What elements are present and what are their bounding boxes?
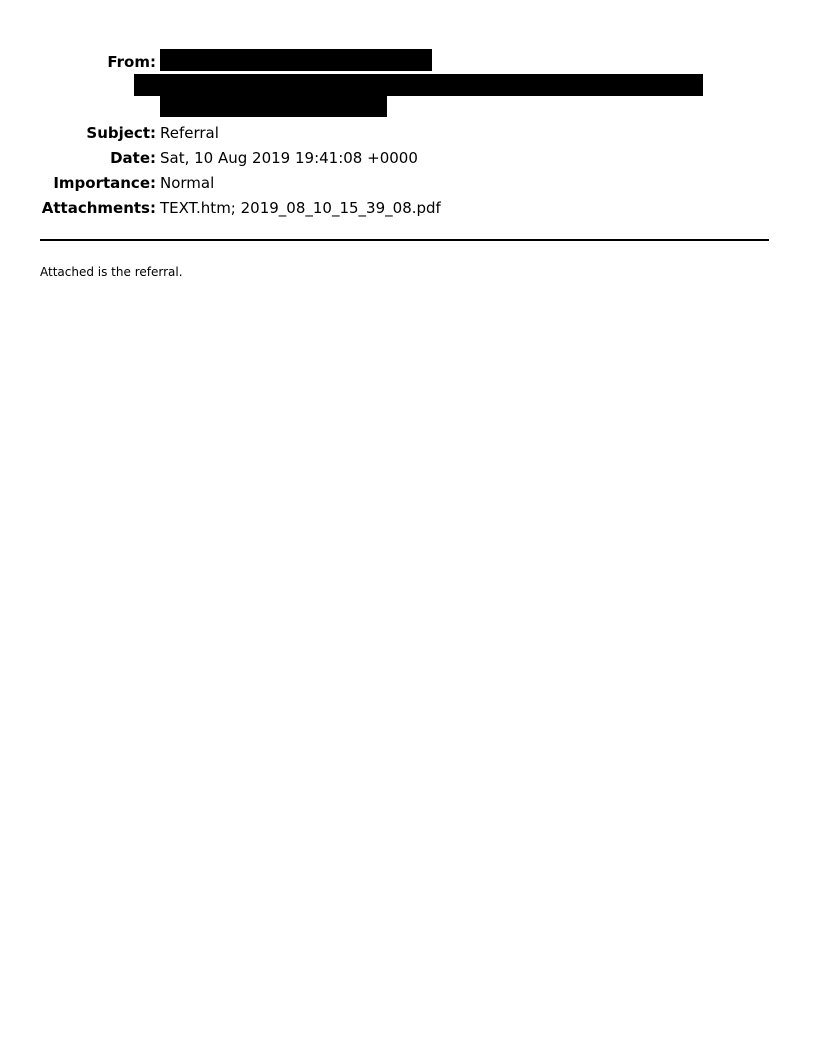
message-body: Attached is the referral. bbox=[40, 265, 183, 279]
date-label: Date: bbox=[110, 149, 156, 167]
header-divider bbox=[40, 239, 769, 241]
attachments-value: TEXT.htm; 2019_08_10_15_39_08.pdf bbox=[160, 199, 441, 217]
subject-value: Referral bbox=[160, 124, 219, 142]
from-redaction-3 bbox=[160, 96, 387, 117]
from-redaction-1 bbox=[160, 49, 432, 71]
subject-label: Subject: bbox=[86, 124, 156, 142]
from-label: From: bbox=[107, 53, 156, 71]
from-redaction-2 bbox=[134, 74, 703, 96]
importance-label: Importance: bbox=[53, 174, 156, 192]
date-value: Sat, 10 Aug 2019 19:41:08 +0000 bbox=[160, 149, 418, 167]
importance-value: Normal bbox=[160, 174, 215, 192]
attachments-label: Attachments: bbox=[41, 199, 156, 217]
